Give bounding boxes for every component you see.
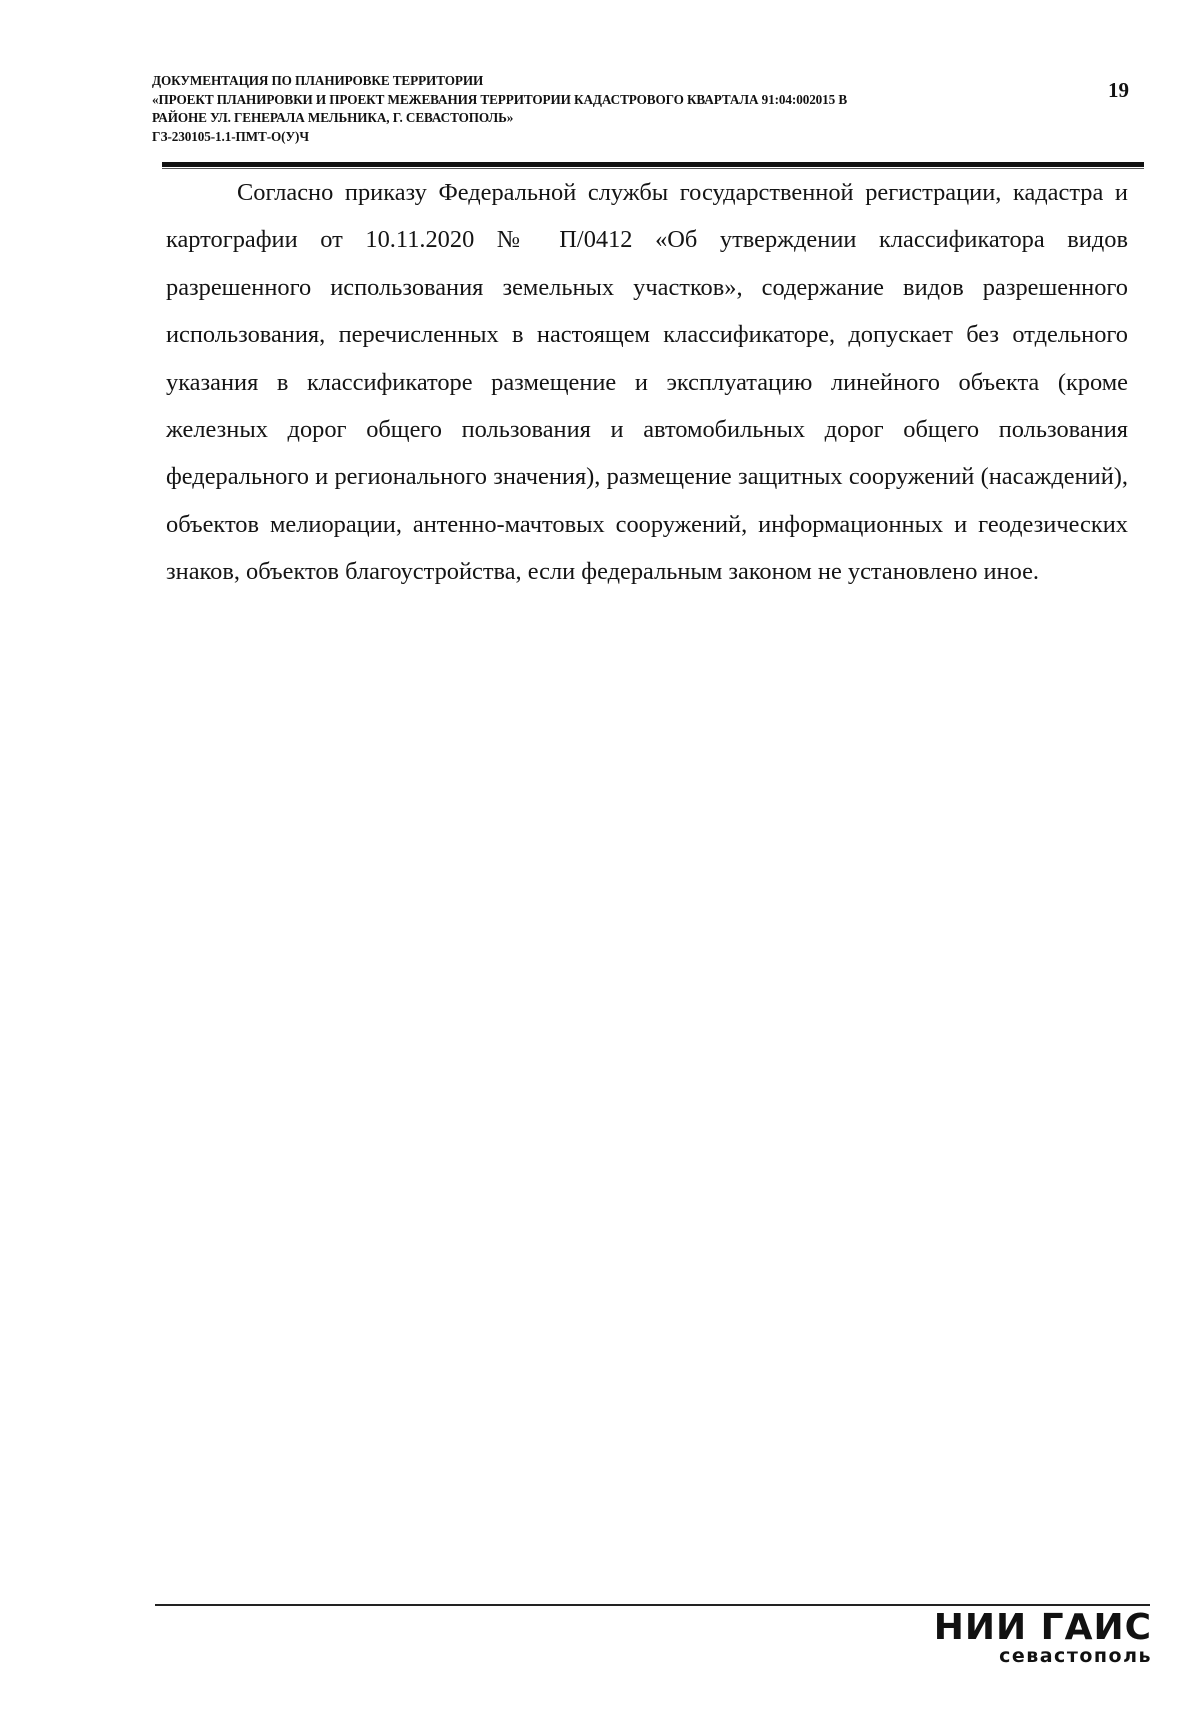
logo-sub-text: севастополь: [999, 1645, 1152, 1667]
company-logo: [934, 1608, 1152, 1666]
footer-divider: [155, 1604, 1150, 1606]
header-line-title: ДОКУМЕНТАЦИЯ ПО ПЛАНИРОВКЕ ТЕРРИТОРИИ: [152, 73, 484, 88]
header-line-project: «ПРОЕКТ ПЛАНИРОВКИ И ПРОЕКТ МЕЖЕВАНИЯ ТЕРРИТОРИИ КАДАСТРОВОГО КВАРТАЛА 91:04:002015 В: [152, 91, 848, 107]
header-line-location: РАЙОНЕ УЛ. ГЕНЕРАЛА МЕЛЬНИКА, Г. СЕВАСТОПОЛЬ»: [152, 110, 514, 125]
header-line-code: ГЗ-230105-1.1-ПМТ-О(У)Ч: [152, 128, 309, 144]
logo-main-text: НИИ ГАИС: [933, 1607, 1152, 1648]
document-header: [152, 72, 1052, 146]
header-divider: [162, 162, 1144, 167]
page-number: 19: [1108, 78, 1129, 102]
body-paragraph: Согласно приказу Федеральной службы государственной регистрации, кадастра и картографии от 10.11.2020 № П/0412 «Об утверждении классификатора видов разрешенного использования земельных участков», содержание видов разрешенного использования, перечисленных в настоящем классификаторе, допускает без отдельного указания в классификаторе размещение и эксплуатацию линейного объекта (кроме железных дорог общего пользования и автомобильных дорог общего пользования федерального и регионального значения), размещение защитных сооружений (насаждений), объектов мелиорации, антенно-мачтовых сооружений, информационных и геодезических знаков, объектов благоустройства, если федеральным законом не установлено иное.: [166, 179, 1128, 586]
